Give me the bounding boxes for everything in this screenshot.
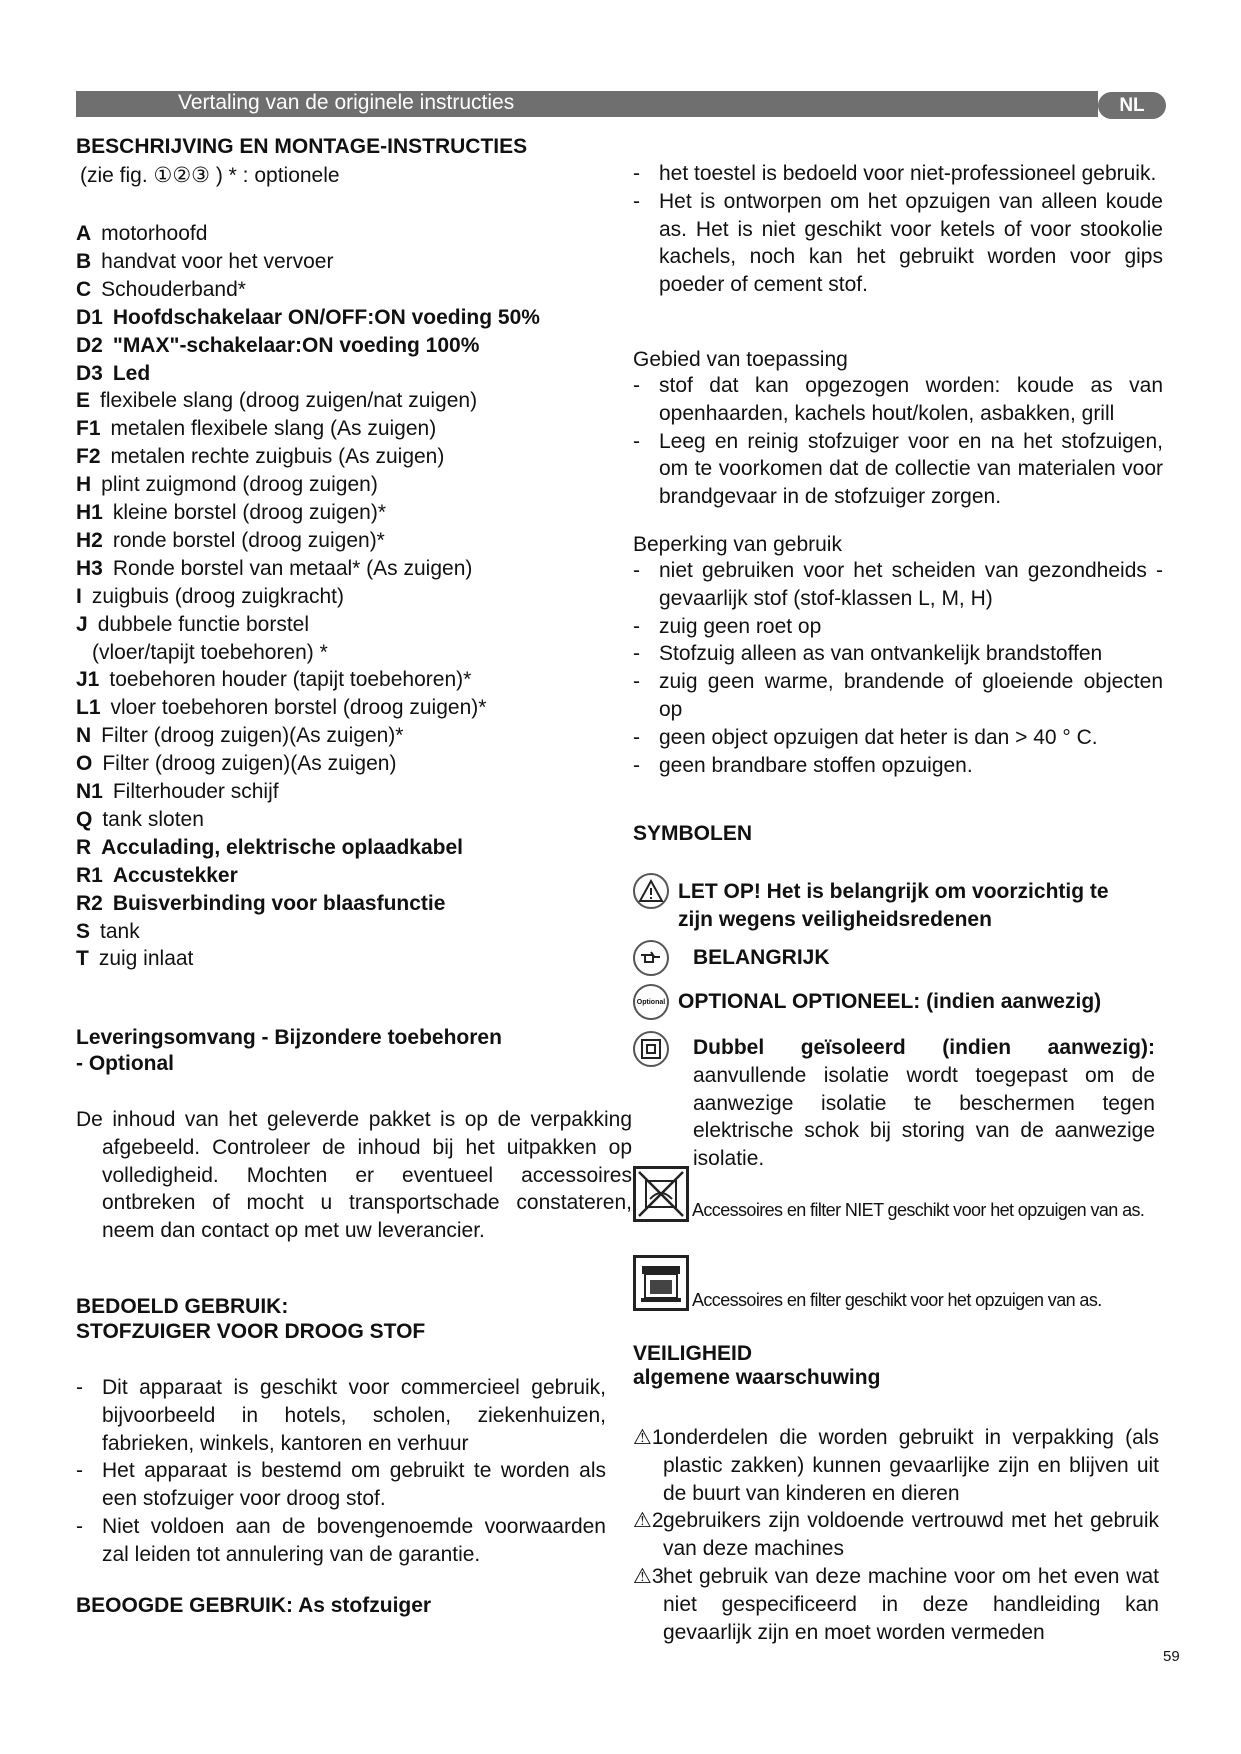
warning-triangle-icon <box>633 873 669 909</box>
list-item: - Het is ontworpen om het opzuigen van alleen koude as. Het is niet geschikt voor ketels of voor stookolie kachels, noch kan het gebruikt worden voor gips poeder of cement stof. <box>633 189 1163 297</box>
language-badge: NL <box>1098 92 1166 119</box>
part-label: toebehoren houder (tapijt toebehoren)* <box>109 668 472 692</box>
part-label: metalen flexibele slang (As zuigen) <box>110 417 437 441</box>
part-item <box>92 641 632 665</box>
part-label: Filter (droog zuigen)(As zuigen) <box>102 752 397 776</box>
list-item: - Niet voldoen aan de bovengenoemde voorwaarden zal leiden tot annulering van de garantie. <box>76 1514 606 1566</box>
limit-heading: Beperking van gebruik <box>633 533 842 556</box>
part-code: H2 <box>76 528 103 552</box>
pointing-hand-icon <box>633 940 669 976</box>
safety-heading-2: algemene waarschuwing <box>633 1366 881 1389</box>
list-item: - geen brandbare stoffen opzuigen. <box>633 753 973 777</box>
part-label: zuigbuis (droog zuigkracht) <box>91 584 344 608</box>
part-code: S <box>76 919 91 943</box>
as-use-heading: BEOOGDE GEBRUIK: As stofzuiger <box>76 1594 432 1617</box>
part-code: D3 <box>76 361 103 385</box>
part-code: H3 <box>76 556 103 580</box>
list-item: - zuig geen warme, brandende of gloeiende objecten op <box>633 670 1163 721</box>
accessory-not-suitable-text: Accessoires en filter NIET geschikt voor het opzuigen van as. <box>692 1200 1145 1220</box>
symbol-optional-text: OPTIONAL OPTIONEEL: (indien aanwezig) <box>678 990 1102 1013</box>
part-label: "MAX"-schakelaar:ON voeding 100% <box>112 333 480 357</box>
part-item <box>76 585 616 609</box>
symbols-heading: SYMBOLEN <box>633 822 753 845</box>
part-label: (vloer/tapijt toebehoren) * <box>92 640 328 664</box>
part-item <box>76 947 616 971</box>
part-item <box>76 473 616 497</box>
use-list <box>76 1374 606 1569</box>
list-item: - Het apparaat is bestemd om gebruikt te worden als een stofzuiger voor droog stof. <box>76 1459 606 1511</box>
part-code: O <box>76 752 93 776</box>
part-label: Buisverbinding voor blaasfunctie <box>112 891 446 915</box>
part-item <box>76 920 616 944</box>
part-item <box>76 278 616 302</box>
part-item <box>76 892 616 916</box>
part-item <box>76 250 616 274</box>
part-code: N1 <box>76 780 103 803</box>
use-heading-1: BEDOELD GEBRUIK: <box>76 1295 289 1318</box>
double-insulated-icon <box>633 1031 669 1067</box>
symbol-double-insulated-text: Dubbel geïsoleerd (indien aanwezig): aanvullende isolatie wordt toegepast om de aanwezige isolatie te beschermen tegen elektrische schok bij storing van de aanwezige isolatie. <box>693 1036 1155 1171</box>
use-heading-2: STOFZUIGER VOOR DROOG STOF <box>76 1320 426 1343</box>
part-code: T <box>76 947 89 971</box>
part-label: Ronde borstel van metaal* (As zuigen) <box>112 556 473 580</box>
part-code: R <box>76 835 92 859</box>
delivery-heading-1: Leveringsomvang - Bijzondere toebehoren <box>76 1026 502 1049</box>
part-label: tank sloten <box>102 807 204 831</box>
symbol-warning-text: LET OP! Het is belangrijk om voorzichtig te zijn wegens veiligheidsredenen <box>678 880 1109 931</box>
list-item: - niet gebruiken voor het scheiden van gezondheids - gevaarlijk stof (stof-klassen L, M, H) <box>633 559 1163 610</box>
optional-icon: Optional <box>633 984 669 1020</box>
part-item <box>76 808 616 832</box>
part-item <box>76 306 616 330</box>
part-code: L1 <box>76 696 101 720</box>
part-label: ronde borstel (droog zuigen)* <box>112 528 385 552</box>
part-code: F1 <box>76 417 101 441</box>
page-number: 59 <box>1163 1648 1180 1665</box>
list-item: ⚠3 het gebruik van deze machine voor om het even wat niet gespecificeerd in deze handleiding kan gevaarlijk zijn en moet worden vermeden <box>633 1564 1159 1644</box>
part-label: Filterhouder schijf <box>112 780 279 803</box>
part-item <box>76 836 616 860</box>
part-code: R2 <box>76 891 103 915</box>
part-code: B <box>76 249 92 273</box>
area-heading: Gebied van toepassing <box>633 348 848 371</box>
part-item <box>76 752 616 776</box>
list-item: - Leeg en reinig stofzuiger voor en na het stofzuigen, om te voorkomen dat de collectie van materialen voor brandgevaar in de stofzuiger zorgen. <box>633 429 1163 509</box>
part-label: kleine borstel (droog zuigen)* <box>112 501 387 524</box>
part-item <box>76 724 616 748</box>
suitable-ash-icon <box>633 1255 689 1311</box>
part-label: tank <box>100 919 140 943</box>
list-item: - stof dat kan opgezogen worden: koude as van openhaarden, kachels hout/kolen, asbakken, grill <box>633 374 1163 425</box>
part-item <box>76 780 616 804</box>
part-item <box>76 389 616 413</box>
part-label: zuig inlaat <box>98 947 194 971</box>
part-item <box>76 696 616 720</box>
part-item <box>76 529 616 553</box>
part-code: D1 <box>76 305 103 329</box>
part-item <box>76 501 616 525</box>
part-code: D2 <box>76 333 103 357</box>
part-code: R1 <box>76 863 103 887</box>
list-item: - Dit apparaat is geschikt voor commercieel gebruik, bijvoorbeeld in hotels, scholen, ziekenhuizen, fabrieken, winkels, kantoren en verhuur <box>76 1376 606 1455</box>
list-item: - zuig geen roet op <box>633 614 822 638</box>
part-code: I <box>76 584 82 608</box>
part-label: plint zuigmond (droog zuigen) <box>101 473 378 497</box>
part-label: Led <box>112 361 151 385</box>
part-label: metalen rechte zuigbuis (As zuigen) <box>110 445 445 469</box>
part-label: Schouderband* <box>101 277 246 301</box>
part-label: Acculading, elektrische oplaadkabel <box>101 835 463 859</box>
part-code: H1 <box>76 501 103 524</box>
part-item <box>76 362 616 386</box>
accessory-suitable-text: Accessoires en filter geschikt voor het opzuigen van as. <box>692 1290 1102 1310</box>
part-label: Hoofdschakelaar ON/OFF:ON voeding 50% <box>112 305 540 329</box>
part-label: Accustekker <box>112 863 238 887</box>
part-label: handvat voor het vervoer <box>101 249 334 273</box>
delivery-heading-2: - Optional <box>76 1052 174 1075</box>
header-title: Vertaling van de originele instructies <box>178 91 515 114</box>
part-item <box>76 557 616 581</box>
part-code: E <box>76 389 91 413</box>
part-item <box>76 668 616 692</box>
part-item <box>76 445 616 469</box>
area-list <box>633 372 1163 511</box>
part-item <box>76 222 616 246</box>
part-code: N <box>76 724 92 748</box>
not-suitable-ash-icon <box>633 1166 689 1222</box>
part-item <box>76 613 616 637</box>
intro-list <box>633 160 1163 299</box>
part-label: motorhoofd <box>101 222 208 245</box>
part-label: vloer toebehoren borstel (droog zuigen)* <box>110 696 487 720</box>
delivery-text: De inhoud van het geleverde pakket is op de verpakking afgebeeld. Controleer de inhoud bij het uitpakken op volledigheid. Mochten er eventueel accessoires ontbreken of mocht u transportschade constateren, neem dan contact op met uw leverancier. <box>76 1108 632 1243</box>
list-item: - Stofzuig alleen as van ontvankelijk brandstoffen <box>633 642 1103 666</box>
part-label: Filter (droog zuigen)(As zuigen)* <box>101 724 404 748</box>
part-label: flexibele slang (droog zuigen/nat zuigen) <box>100 389 478 413</box>
safety-heading-1: VEILIGHEID <box>633 1342 753 1365</box>
section-heading-description: BESCHRIJVING EN MONTAGE-INSTRUCTIES <box>76 135 528 158</box>
part-code: Q <box>76 807 93 831</box>
part-item <box>76 417 616 441</box>
part-code: J1 <box>76 668 100 692</box>
part-item <box>76 864 616 888</box>
limit-list <box>633 557 1163 779</box>
list-item: ⚠1 onderdelen die worden gebruikt in verpakking (als plastic zakken) kunnen gevaarlijke zijn en blijven uit de buurt van kinderen en dieren <box>633 1426 1159 1505</box>
part-code: C <box>76 277 92 301</box>
part-code: J <box>76 612 88 636</box>
symbol-important-text: BELANGRIJK <box>693 946 830 969</box>
warnings-list <box>633 1424 1159 1646</box>
part-code: F2 <box>76 445 101 469</box>
part-code: A <box>76 222 92 245</box>
list-item: - geen object opzuigen dat heter is dan > 40 ° C. <box>633 725 1098 749</box>
part-item <box>76 334 616 358</box>
part-label: dubbele functie borstel <box>97 612 309 636</box>
list-item: - het toestel is bedoeld voor niet-professioneel gebruik. <box>633 162 1157 185</box>
list-item: ⚠2 gebruikers zijn voldoende vertrouwd met het gebruik van deze machines <box>633 1509 1159 1561</box>
figure-reference: (zie fig. ①②③ ) * : optionele <box>80 164 340 187</box>
part-code: H <box>76 473 92 497</box>
